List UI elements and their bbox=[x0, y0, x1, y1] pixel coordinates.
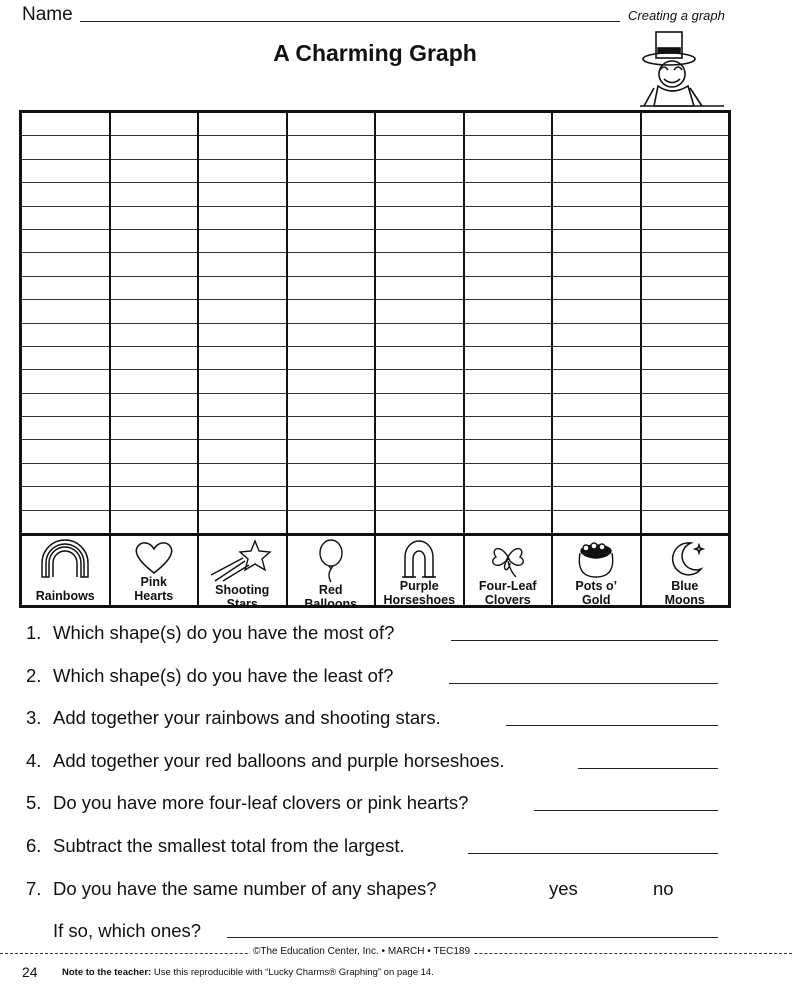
graph-cell[interactable] bbox=[553, 511, 640, 533]
graph-rows bbox=[376, 113, 463, 536]
leprechaun-icon bbox=[634, 22, 730, 110]
graph-cell[interactable] bbox=[22, 277, 109, 300]
graph-cell[interactable] bbox=[111, 207, 198, 230]
graph-cell[interactable] bbox=[376, 347, 463, 370]
graph-cell[interactable] bbox=[642, 136, 729, 159]
graph-cell[interactable] bbox=[553, 394, 640, 417]
graph-cell[interactable] bbox=[553, 230, 640, 253]
question-number: 2. bbox=[26, 665, 42, 686]
graph-cell[interactable] bbox=[376, 464, 463, 487]
graph-cell[interactable] bbox=[111, 160, 198, 183]
graph-cell[interactable] bbox=[111, 277, 198, 300]
no-option[interactable]: no bbox=[653, 878, 674, 899]
graph-cell[interactable] bbox=[376, 277, 463, 300]
graph-cell[interactable] bbox=[376, 487, 463, 510]
graph-column bbox=[199, 113, 288, 611]
question-4 bbox=[26, 750, 505, 772]
graph-cell[interactable] bbox=[111, 511, 198, 533]
graph-cell[interactable] bbox=[376, 394, 463, 417]
graph-cell[interactable] bbox=[376, 160, 463, 183]
graph-cell[interactable] bbox=[376, 183, 463, 206]
graph-cell[interactable] bbox=[22, 394, 109, 417]
graph-cell[interactable] bbox=[288, 324, 375, 347]
graph-cell[interactable] bbox=[288, 207, 375, 230]
graph-cell[interactable] bbox=[111, 113, 198, 136]
graph-column bbox=[111, 113, 200, 605]
balloon-icon bbox=[316, 536, 346, 583]
question-5 bbox=[26, 792, 468, 814]
graph-column bbox=[288, 113, 377, 611]
answer-line-5[interactable] bbox=[534, 810, 718, 811]
graph-cell[interactable] bbox=[642, 160, 729, 183]
graph-cell[interactable] bbox=[199, 136, 286, 159]
graph-cell[interactable] bbox=[642, 487, 729, 510]
graph-cell[interactable] bbox=[22, 487, 109, 510]
copyright-text: ©The Education Center, Inc. • MARCH • TEC189 bbox=[250, 946, 473, 957]
graph-cell[interactable] bbox=[465, 324, 552, 347]
answer-line-followup[interactable] bbox=[227, 937, 718, 938]
question-number: 6. bbox=[26, 835, 42, 856]
graph-cell[interactable] bbox=[553, 464, 640, 487]
graph-cell[interactable] bbox=[288, 253, 375, 276]
graph-cell[interactable] bbox=[111, 230, 198, 253]
graph-rows bbox=[288, 113, 375, 536]
question-text: Add together your rainbows and shooting stars. bbox=[53, 707, 441, 728]
question-text: Add together your red balloons and purple horseshoes. bbox=[53, 750, 505, 771]
category-label-cell bbox=[199, 536, 286, 613]
graph-cell[interactable] bbox=[22, 300, 109, 323]
graph-cell[interactable] bbox=[288, 487, 375, 510]
answer-line-2[interactable] bbox=[449, 683, 718, 684]
graph-cell[interactable] bbox=[288, 183, 375, 206]
graph-cell[interactable] bbox=[465, 511, 552, 533]
graph-rows bbox=[642, 113, 729, 536]
graph-column bbox=[553, 113, 642, 605]
graph-cell[interactable] bbox=[111, 183, 198, 206]
graph-cell[interactable] bbox=[22, 230, 109, 253]
graph-cell[interactable] bbox=[111, 324, 198, 347]
category-label-cell bbox=[111, 536, 198, 605]
graph-cell[interactable] bbox=[642, 440, 729, 463]
question-2 bbox=[26, 665, 393, 687]
graph-rows bbox=[199, 113, 286, 536]
graph-cell[interactable] bbox=[111, 347, 198, 370]
graph-cell[interactable] bbox=[22, 136, 109, 159]
question-text: Do you have more four-leaf clovers or pink hearts? bbox=[53, 792, 469, 813]
graph-cell[interactable] bbox=[642, 207, 729, 230]
category-label: Blue Moons bbox=[664, 579, 705, 607]
graph-cell[interactable] bbox=[111, 487, 198, 510]
graph-cell[interactable] bbox=[642, 417, 729, 440]
rainbow-icon bbox=[38, 536, 92, 579]
category-label: Rainbows bbox=[35, 589, 95, 603]
graph-cell[interactable] bbox=[553, 277, 640, 300]
graph-cell[interactable] bbox=[553, 324, 640, 347]
question-1 bbox=[26, 622, 394, 644]
graph-cell[interactable] bbox=[642, 230, 729, 253]
graph-cell[interactable] bbox=[199, 160, 286, 183]
graph-column bbox=[642, 113, 729, 605]
question-number: 7. bbox=[26, 878, 42, 899]
graph-column bbox=[465, 113, 554, 605]
answer-line-1[interactable] bbox=[451, 640, 718, 641]
graph-cell[interactable] bbox=[288, 136, 375, 159]
graph-cell[interactable] bbox=[22, 324, 109, 347]
graph-cell[interactable] bbox=[199, 207, 286, 230]
question-text: Which shape(s) do you have the least of? bbox=[53, 665, 394, 686]
graph-cell[interactable] bbox=[642, 324, 729, 347]
graph-cell[interactable] bbox=[22, 183, 109, 206]
graph-cell[interactable] bbox=[465, 183, 552, 206]
graph-cell[interactable] bbox=[22, 347, 109, 370]
question-number: 5. bbox=[26, 792, 42, 813]
graph-cell[interactable] bbox=[288, 300, 375, 323]
graph-cell[interactable] bbox=[111, 300, 198, 323]
graph-cell[interactable] bbox=[465, 113, 552, 136]
graph-cell[interactable] bbox=[199, 511, 286, 533]
graph-rows bbox=[553, 113, 640, 536]
graph-cell[interactable] bbox=[376, 136, 463, 159]
graph-cell[interactable] bbox=[553, 440, 640, 463]
question-3 bbox=[26, 707, 441, 729]
graph-cell[interactable] bbox=[22, 160, 109, 183]
graph-cell[interactable] bbox=[553, 136, 640, 159]
graph-cell[interactable] bbox=[22, 417, 109, 440]
graph-cell[interactable] bbox=[553, 417, 640, 440]
graph-cell[interactable] bbox=[376, 230, 463, 253]
teacher-note: Note to the teacher: Use this reproducible with “Lucky Charms® Graphing” on page 14. bbox=[62, 967, 434, 978]
graph-rows bbox=[465, 113, 552, 536]
graph-cell[interactable] bbox=[288, 230, 375, 253]
category-label-cell bbox=[288, 536, 375, 613]
graph-cell[interactable] bbox=[553, 253, 640, 276]
graph-cell[interactable] bbox=[465, 347, 552, 370]
graph-cell[interactable] bbox=[553, 347, 640, 370]
question-number: 3. bbox=[26, 707, 42, 728]
name-field[interactable] bbox=[80, 21, 620, 22]
graph-cell[interactable] bbox=[465, 300, 552, 323]
graph-cell[interactable] bbox=[199, 347, 286, 370]
graph-cell[interactable] bbox=[199, 370, 286, 393]
graph-cell[interactable] bbox=[199, 113, 286, 136]
category-label-cell bbox=[22, 536, 109, 605]
graph-cell[interactable] bbox=[288, 464, 375, 487]
graph-cell[interactable] bbox=[642, 511, 729, 533]
worksheet-subtitle: Creating a graph bbox=[628, 8, 725, 23]
moon-icon bbox=[665, 536, 705, 579]
heart-icon bbox=[132, 536, 176, 575]
graph-cell[interactable] bbox=[199, 253, 286, 276]
graph-cell[interactable] bbox=[376, 300, 463, 323]
category-label-cell bbox=[376, 536, 463, 609]
graph-cell[interactable] bbox=[288, 511, 375, 533]
graph-cell[interactable] bbox=[553, 300, 640, 323]
graph-cell[interactable] bbox=[642, 347, 729, 370]
category-label: Pots o’ Gold bbox=[575, 579, 618, 607]
graph-cell[interactable] bbox=[199, 487, 286, 510]
question-text: Which shape(s) do you have the most of? bbox=[53, 622, 395, 643]
graph-cell[interactable] bbox=[111, 370, 198, 393]
graph-cell[interactable] bbox=[465, 394, 552, 417]
graph-cell[interactable] bbox=[553, 487, 640, 510]
graph-cell[interactable] bbox=[465, 160, 552, 183]
graph-cell[interactable] bbox=[111, 440, 198, 463]
graph-cell[interactable] bbox=[376, 207, 463, 230]
graph-cell[interactable] bbox=[465, 440, 552, 463]
question-number: 1. bbox=[26, 622, 42, 643]
graph-cell[interactable] bbox=[642, 277, 729, 300]
graph-rows bbox=[111, 113, 198, 536]
category-label-cell bbox=[465, 536, 552, 609]
answer-line-4[interactable] bbox=[578, 768, 718, 769]
category-label: Pink Hearts bbox=[134, 575, 174, 603]
graph-cell[interactable] bbox=[288, 394, 375, 417]
graph-cell[interactable] bbox=[288, 370, 375, 393]
graph-cell[interactable] bbox=[376, 324, 463, 347]
graph-cell[interactable] bbox=[288, 277, 375, 300]
clover-icon bbox=[486, 536, 530, 579]
page-title: A Charming Graph bbox=[273, 40, 477, 66]
followup-question: If so, which ones? bbox=[53, 920, 202, 941]
yes-option[interactable]: yes bbox=[549, 878, 578, 899]
graph-cell[interactable] bbox=[199, 394, 286, 417]
question-7 bbox=[26, 878, 437, 900]
graph-cell[interactable] bbox=[111, 417, 198, 440]
graph-cell[interactable] bbox=[376, 113, 463, 136]
category-label: Shooting Stars bbox=[215, 583, 270, 611]
graph-column bbox=[376, 113, 465, 605]
graph-cell[interactable] bbox=[22, 370, 109, 393]
graph-cell[interactable] bbox=[642, 370, 729, 393]
graph-cell[interactable] bbox=[22, 207, 109, 230]
graph-cell[interactable] bbox=[642, 253, 729, 276]
graph-cell[interactable] bbox=[199, 440, 286, 463]
category-label: Red Balloons bbox=[304, 583, 358, 611]
graph-cell[interactable] bbox=[465, 253, 552, 276]
graph-cell[interactable] bbox=[465, 136, 552, 159]
graph-cell[interactable] bbox=[465, 230, 552, 253]
graph-cell[interactable] bbox=[111, 253, 198, 276]
graph-cell[interactable] bbox=[111, 136, 198, 159]
graph-cell[interactable] bbox=[199, 300, 286, 323]
graph-cell[interactable] bbox=[465, 464, 552, 487]
graph-cell[interactable] bbox=[642, 464, 729, 487]
shooting-star-icon bbox=[209, 536, 275, 583]
graph-cell[interactable] bbox=[376, 417, 463, 440]
category-label-cell bbox=[642, 536, 729, 609]
graph-cell[interactable] bbox=[465, 207, 552, 230]
category-label: Purple Horseshoes bbox=[383, 579, 456, 607]
category-label-cell bbox=[553, 536, 640, 609]
graph-cell[interactable] bbox=[465, 487, 552, 510]
graph-cell[interactable] bbox=[553, 370, 640, 393]
graph-cell[interactable] bbox=[642, 113, 729, 136]
horseshoe-icon bbox=[399, 536, 439, 579]
graph-cell[interactable] bbox=[22, 464, 109, 487]
graph-cell[interactable] bbox=[22, 440, 109, 463]
graph-cell[interactable] bbox=[553, 160, 640, 183]
graph-cell[interactable] bbox=[376, 370, 463, 393]
graph-cell[interactable] bbox=[465, 417, 552, 440]
pot-of-gold-icon bbox=[574, 536, 618, 579]
graph-cell[interactable] bbox=[288, 113, 375, 136]
graph-rows bbox=[22, 113, 109, 536]
graph-cell[interactable] bbox=[642, 183, 729, 206]
graph-cell[interactable] bbox=[465, 370, 552, 393]
question-number: 4. bbox=[26, 750, 42, 771]
graph-cell[interactable] bbox=[288, 440, 375, 463]
graph-cell[interactable] bbox=[199, 183, 286, 206]
graph-cell[interactable] bbox=[199, 277, 286, 300]
graph-cell[interactable] bbox=[376, 511, 463, 533]
graph-cell[interactable] bbox=[22, 511, 109, 533]
graph-cell[interactable] bbox=[642, 300, 729, 323]
graph-cell[interactable] bbox=[553, 113, 640, 136]
graph-cell[interactable] bbox=[199, 464, 286, 487]
answer-line-3[interactable] bbox=[506, 725, 718, 726]
graph-cell[interactable] bbox=[111, 394, 198, 417]
question-6 bbox=[26, 835, 405, 857]
graph-cell[interactable] bbox=[199, 230, 286, 253]
graph-cell[interactable] bbox=[288, 347, 375, 370]
graph-cell[interactable] bbox=[199, 417, 286, 440]
page-number: 24 bbox=[22, 964, 38, 980]
bar-graph-grid bbox=[19, 110, 731, 611]
graph-cell[interactable] bbox=[465, 277, 552, 300]
graph-column bbox=[22, 113, 111, 605]
graph-cell[interactable] bbox=[553, 207, 640, 230]
category-label: Four-Leaf Clovers bbox=[478, 579, 537, 607]
graph-cell[interactable] bbox=[22, 113, 109, 136]
name-label: Name bbox=[22, 4, 73, 25]
graph-cell[interactable] bbox=[288, 160, 375, 183]
graph-cell[interactable] bbox=[553, 183, 640, 206]
answer-line-6[interactable] bbox=[468, 853, 718, 854]
question-text: Subtract the smallest total from the largest. bbox=[53, 835, 405, 856]
question-text: Do you have the same number of any shapes? bbox=[53, 878, 437, 899]
graph-cell[interactable] bbox=[642, 394, 729, 417]
graph-cell[interactable] bbox=[199, 324, 286, 347]
graph-cell[interactable] bbox=[22, 253, 109, 276]
graph-cell[interactable] bbox=[376, 253, 463, 276]
graph-cell[interactable] bbox=[376, 440, 463, 463]
graph-cell[interactable] bbox=[288, 417, 375, 440]
graph-cell[interactable] bbox=[111, 464, 198, 487]
